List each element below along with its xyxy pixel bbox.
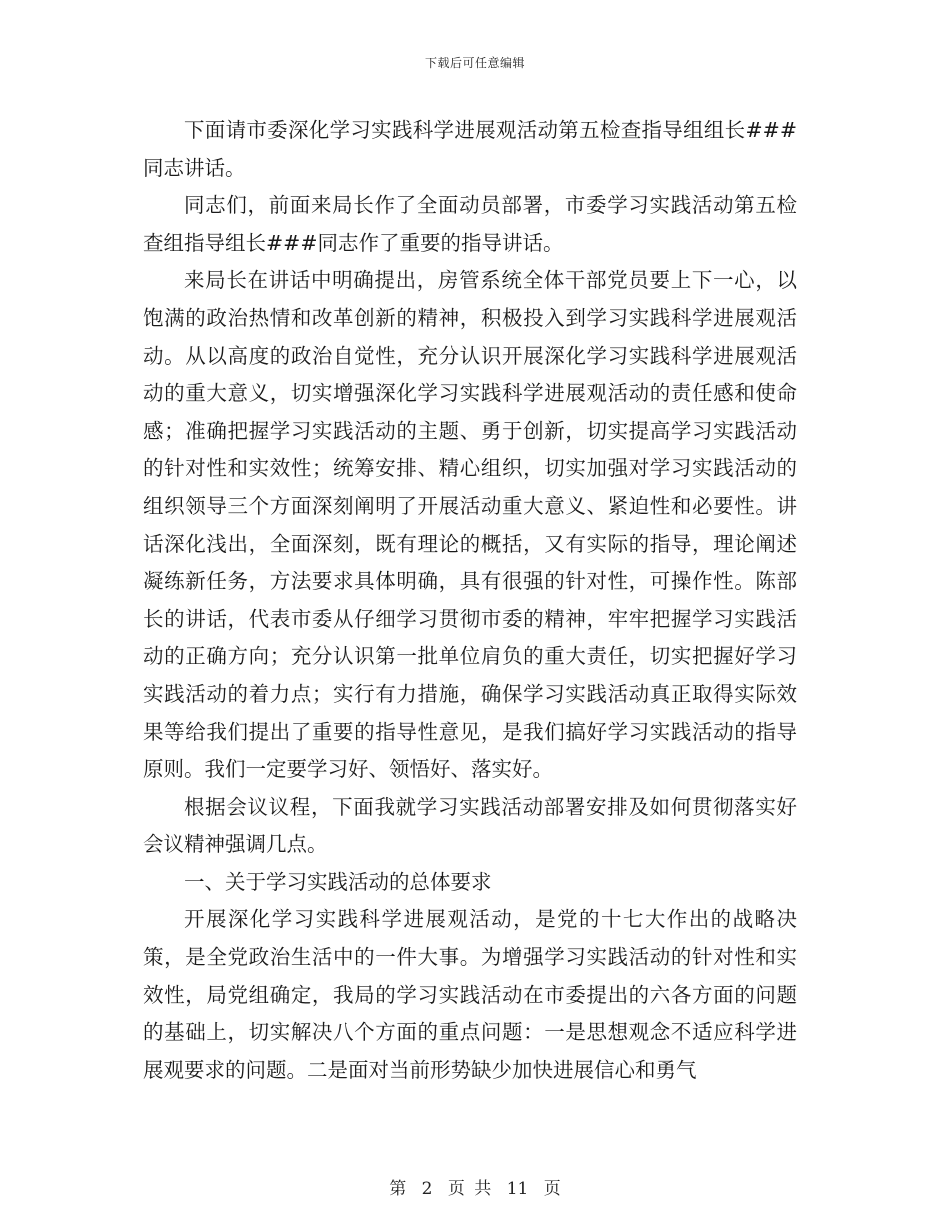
footer-label-of: 页 共 [447, 1179, 492, 1199]
section-heading: 一、关于学习实践活动的总体要求 [184, 869, 492, 894]
page-footer [0, 1174, 950, 1199]
page-header: 下载后可任意编辑 [424, 56, 525, 70]
paragraph: 根据会议议程，下面我就学习实践活动部署安排及如何贯彻落实好会议精神强调几点。 [143, 794, 797, 857]
footer-current-page: 2 [421, 1179, 433, 1199]
paragraph: 开展深化学习实践科学进展观活动，是党的十七大作出的战略决策，是全党政治生活中的一件大事。为增强学习实践活动的针对性和实效性，局党组确定，我局的学习实践活动在市委提出的六各方面的问题的基础上，切实解决八个方面的重点问题：一是思想观念不适应科学进展观要求的问题。二是面对当前形势缺少加快进展信心和勇气 [143, 907, 797, 1082]
paragraph: 来局长在讲话中明确提出，房管系统全体干部党员要上下一心，以饱满的政治热情和改革创新的精神，积极投入到学习实践科学进展观活动。从以高度的政治自觉性，充分认识开展深化学习实践科学进展观活动的重大意义，切实增强深化学习实践科学进展观活动的责任感和使命感；准确把握学习实践活动的主题、勇于创新，切实提高学习实践活动的针对性和实效性；统筹安排、精心组织，切实加强对学习实践活动的组织领导三个方面深刻阐明了开展活动重大意义、紧迫性和必要性。讲话深化浅出，全面深刻，既有理论的概括，又有实际的指导，理论阐述凝练新任务，方法要求具体明确，具有很强的针对性，可操作性。陈部长的讲话，代表市委从仔细学习贯彻市委的精神，牢牢把握学习实践活动的正确方向；充分认识第一批单位肩负的重大责任，切实把握好学习实践活动的着力点；实行有力措施，确保学习实践活动真正取得实际效果等给我们提出了重要的指导性意见，是我们搞好学习实践活动的指导原则。我们一定要学习好、领悟好、落实好。 [143, 268, 797, 782]
document-body [143, 112, 797, 1089]
footer-total-pages: 11 [506, 1179, 529, 1199]
footer-label-end: 页 [543, 1179, 561, 1199]
footer-label-page: 第 [389, 1179, 407, 1199]
paragraph: 同志们，前面来局长作了全面动员部署，市委学习实践活动第五检查组指导组长###同志作了重要的指导讲话。 [143, 193, 797, 255]
paragraph: 下面请市委深化学习实践科学进展观活动第五检查指导组组长###同志讲话。 [143, 118, 797, 180]
